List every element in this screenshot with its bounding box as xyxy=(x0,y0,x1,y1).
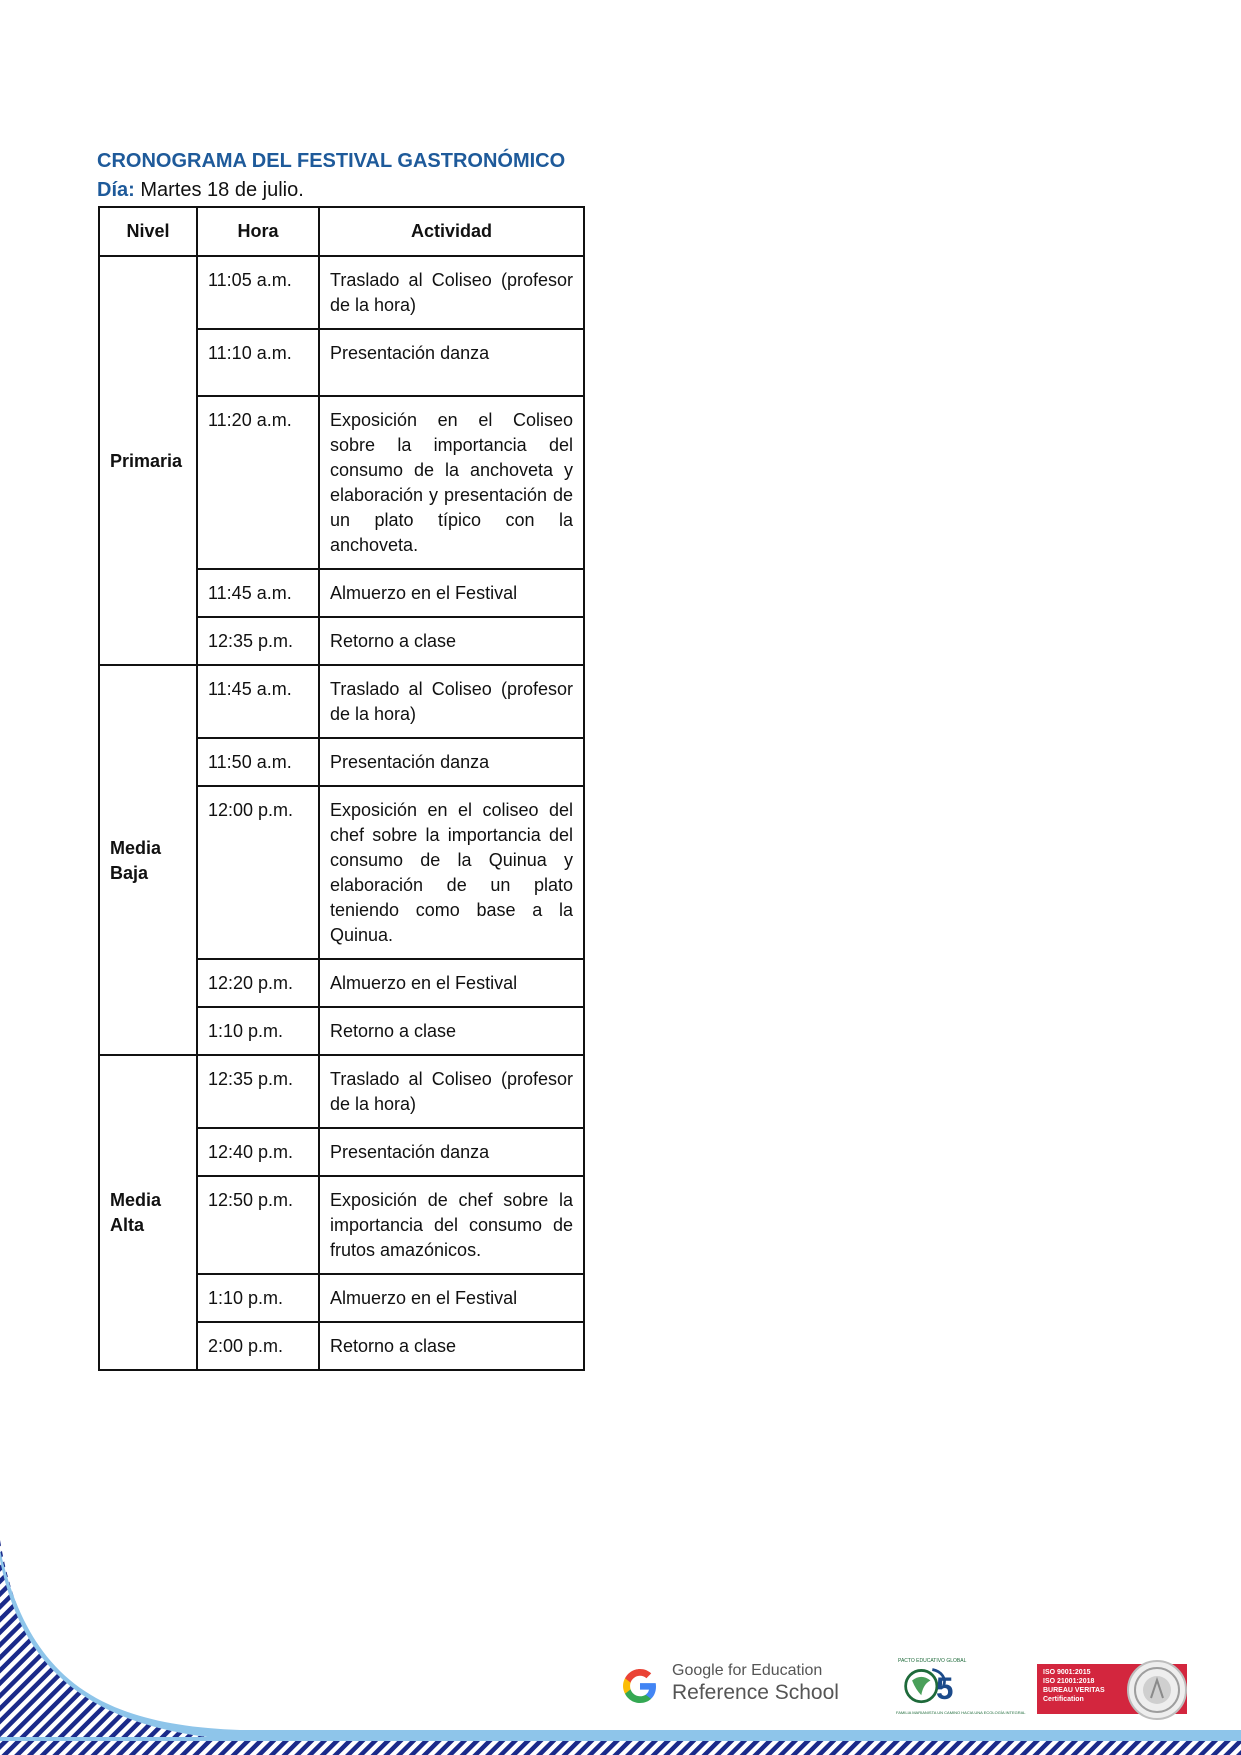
page-title: CRONOGRAMA DEL FESTIVAL GASTRONÓMICO xyxy=(97,150,566,172)
hora-cell: 1:10 p.m. xyxy=(197,1274,319,1322)
header-hora: Hora xyxy=(197,207,319,256)
table-header-row xyxy=(99,207,584,256)
hora-cell: 12:50 p.m. xyxy=(197,1176,319,1274)
hora-cell: 12:35 p.m. xyxy=(197,617,319,665)
actividad-cell: Traslado al Coliseo (profesor de la hora) xyxy=(319,1055,584,1128)
bv-certification-text: ISO 9001:2015 ISO 21001:2018 BUREAU VERITAS Certification xyxy=(1043,1669,1105,1703)
svg-text:5: 5 xyxy=(936,1670,954,1706)
header-nivel: Nivel xyxy=(99,207,197,256)
actividad-cell: Almuerzo en el Festival xyxy=(319,1274,584,1322)
hora-cell: 11:45 a.m. xyxy=(197,665,319,738)
hora-cell: 11:05 a.m. xyxy=(197,256,319,329)
actividad-cell: Retorno a clase xyxy=(319,617,584,665)
pacto-educativo-logo xyxy=(896,1658,1026,1718)
actividad-cell: Presentación danza xyxy=(319,329,584,396)
google-g-icon xyxy=(620,1666,660,1706)
day-label: Día: xyxy=(97,179,135,201)
actividad-cell: Exposición de chef sobre la importancia del consumo de frutos amazónicos. xyxy=(319,1176,584,1274)
hora-cell: 12:40 p.m. xyxy=(197,1128,319,1176)
actividad-cell: Retorno a clase xyxy=(319,1322,584,1370)
actividad-cell: Almuerzo en el Festival xyxy=(319,959,584,1007)
hora-cell: 2:00 p.m. xyxy=(197,1322,319,1370)
nivel-primaria: Primaria xyxy=(99,256,197,665)
pe-caption-bottom: FAMILIA MARIANISTA UN CAMINO HACIA UNA ECOLOGÍA INTEGRAL xyxy=(896,1710,1026,1715)
actividad-cell: Exposición en el Coliseo sobre la importancia del consumo de la anchoveta y elaboración y presentación de un plato típico con la anchoveta. xyxy=(319,396,584,569)
google-line2: Reference School xyxy=(672,1681,839,1704)
actividad-cell: Presentación danza xyxy=(319,738,584,786)
day-line xyxy=(97,179,304,202)
hora-cell: 11:10 a.m. xyxy=(197,329,319,396)
hora-cell: 1:10 p.m. xyxy=(197,1007,319,1055)
actividad-cell: Exposición en el coliseo del chef sobre la importancia del consumo de la Quinua y elaboración de un plato teniendo como base a la Quinua. xyxy=(319,786,584,959)
actividad-cell: Almuerzo en el Festival xyxy=(319,569,584,617)
day-value: Martes 18 de julio. xyxy=(134,179,304,201)
actividad-cell: Traslado al Coliseo (profesor de la hora) xyxy=(319,256,584,329)
hora-cell: 12:00 p.m. xyxy=(197,786,319,959)
nivel-media-alta: Media Alta xyxy=(99,1055,197,1370)
table-row xyxy=(99,256,584,329)
hora-cell: 11:20 a.m. xyxy=(197,396,319,569)
globe-leaf-icon xyxy=(896,1664,976,1710)
bv-seal-icon xyxy=(1127,1660,1187,1720)
nivel-media-baja: Media Baja xyxy=(99,665,197,1055)
pe-caption-top: PACTO EDUCATIVO GLOBAL xyxy=(898,1658,967,1664)
actividad-cell: Traslado al Coliseo (profesor de la hora) xyxy=(319,665,584,738)
actividad-cell: Presentación danza xyxy=(319,1128,584,1176)
hora-cell: 11:45 a.m. xyxy=(197,569,319,617)
table-row xyxy=(99,665,584,738)
hora-cell: 12:20 p.m. xyxy=(197,959,319,1007)
table-row xyxy=(99,1055,584,1128)
header-actividad: Actividad xyxy=(319,207,584,256)
actividad-cell: Retorno a clase xyxy=(319,1007,584,1055)
google-line1: Google for Education xyxy=(672,1662,823,1679)
bureau-veritas-logo xyxy=(1037,1662,1192,1718)
google-for-education-logo xyxy=(620,1662,845,1710)
footer-wave-decoration xyxy=(0,1540,1241,1755)
schedule-table xyxy=(98,206,585,1371)
hora-cell: 12:35 p.m. xyxy=(197,1055,319,1128)
hora-cell: 11:50 a.m. xyxy=(197,738,319,786)
